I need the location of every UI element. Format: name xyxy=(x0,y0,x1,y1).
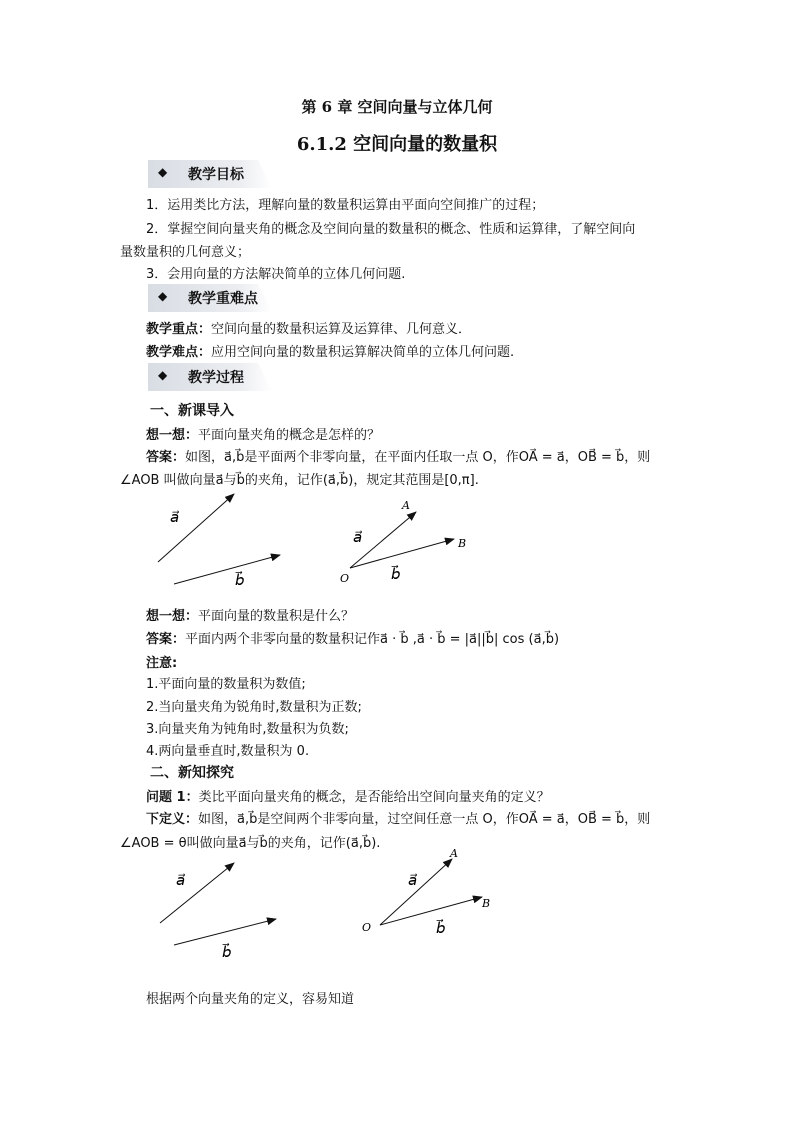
note-4: 4.两向量垂直时,数量积为 0. xyxy=(146,744,310,759)
diamond-icon: ◆ xyxy=(158,289,168,303)
key-difficulty-line xyxy=(146,341,514,360)
label-OB-b: b⃗ xyxy=(436,919,446,937)
question-2: 想一想：平面向量的数量积是什么？ xyxy=(146,609,355,624)
answer-1-line-2: ∠AOB 叫做向量a⃗与b⃗的夹角，记作(a⃗,b⃗)，规定其范围是[0,π]. xyxy=(120,473,479,488)
lesson-title: 6.1.2 空间向量的数量积 xyxy=(296,134,498,155)
question-1: 想一想：平面向量夹角的概念是怎样的？ xyxy=(146,428,381,443)
label-A: A xyxy=(450,847,458,860)
label-OA-a: a⃗ xyxy=(353,528,363,546)
goal-line-4: 3．会用向量的方法解决简单的立体几何问题. xyxy=(146,267,406,282)
banner-label: 教学过程 xyxy=(188,370,244,386)
goal-line-2: 2．掌握空间向量夹角的概念及空间向量的数量积的概念、性质和运算律，了解空间向 xyxy=(146,222,636,237)
label-A: A xyxy=(402,499,410,512)
label-a: a⃗ xyxy=(176,871,186,889)
label-b: b⃗ xyxy=(222,943,232,961)
question-3: 问题 1：类比平面向量夹角的概念，是否能给出空间向量夹角的定义？ xyxy=(146,790,550,805)
note-2: 2.当向量夹角为锐角时,数量积为正数; xyxy=(146,700,362,715)
section-heading-explore: 二、新知探究 xyxy=(150,765,234,781)
note-label: 注意: xyxy=(146,656,178,671)
label-b: b⃗ xyxy=(235,571,245,589)
diamond-icon: ◆ xyxy=(158,368,168,382)
focus-label: 教学重点： xyxy=(146,322,212,337)
answer-2: 答案：平面内两个非零向量的数量积记作a⃗ · b⃗ ,a⃗ · b⃗ = |a⃗||b⃗| cos (a⃗,b⃗) xyxy=(146,632,560,647)
label-a: a⃗ xyxy=(170,508,180,526)
figure-space-vectors xyxy=(140,845,510,965)
banner-teaching-process xyxy=(148,363,272,391)
difficulty-label: 教学难点： xyxy=(146,345,212,360)
vector-a-line xyxy=(160,863,234,923)
section-heading-intro: 一、新课导入 xyxy=(150,403,234,419)
definition-line-1: 下定义：如图，a⃗,b⃗是空间两个非零向量，过空间任意一点 O，作OA⃗ = a⃗，OB⃗ = b⃗，则 xyxy=(146,812,651,827)
vector-b-line xyxy=(174,555,280,584)
vector-a-line xyxy=(158,494,234,562)
goal-line-3: 量数量积的几何意义； xyxy=(120,245,251,260)
key-focus-line xyxy=(146,318,471,337)
diamond-icon: ◆ xyxy=(158,165,168,179)
note-3: 3.向量夹角为钝角时,数量积为负数; xyxy=(146,722,349,737)
difficulty-text: 应用空间向量的数量积运算解决简单的立体几何问题. xyxy=(211,345,515,360)
label-B: B xyxy=(458,537,467,550)
definition-line-2: ∠AOB = θ叫做向量a⃗与b⃗的夹角，记作(a⃗,b⃗). xyxy=(120,836,381,851)
label-OB-b: b⃗ xyxy=(391,565,401,583)
answer-1-line-1: 答案：如图，a⃗,b⃗是平面两个非零向量，在平面内任取一点 O，作OA⃗ = a⃗，OB⃗ = b⃗，则 xyxy=(146,450,651,465)
label-O: O xyxy=(362,921,372,934)
banner-key-points xyxy=(148,284,272,312)
note-1: 1.平面向量的数量积为数值; xyxy=(146,677,306,692)
label-B: B xyxy=(482,897,491,910)
label-OA-a: a⃗ xyxy=(408,871,418,889)
closing-line: 根据两个向量夹角的定义，容易知道 xyxy=(146,992,355,1007)
vector-OB-line xyxy=(350,539,454,568)
goal-line-1: 1．运用类比方法，理解向量的数量积运算由平面向空间推广的过程； xyxy=(146,198,545,213)
vector-b-line xyxy=(174,919,276,945)
label-O: O xyxy=(340,572,350,585)
banner-label: 教学目标 xyxy=(188,167,244,183)
chapter-title: 第 6 章 空间向量与立体几何 xyxy=(301,98,493,116)
focus-text: 空间向量的数量积运算及运算律、几何意义． xyxy=(211,322,472,337)
banner-teaching-goals xyxy=(148,160,272,188)
figure-plane-vectors xyxy=(140,488,500,598)
banner-label: 教学重难点 xyxy=(188,291,258,307)
